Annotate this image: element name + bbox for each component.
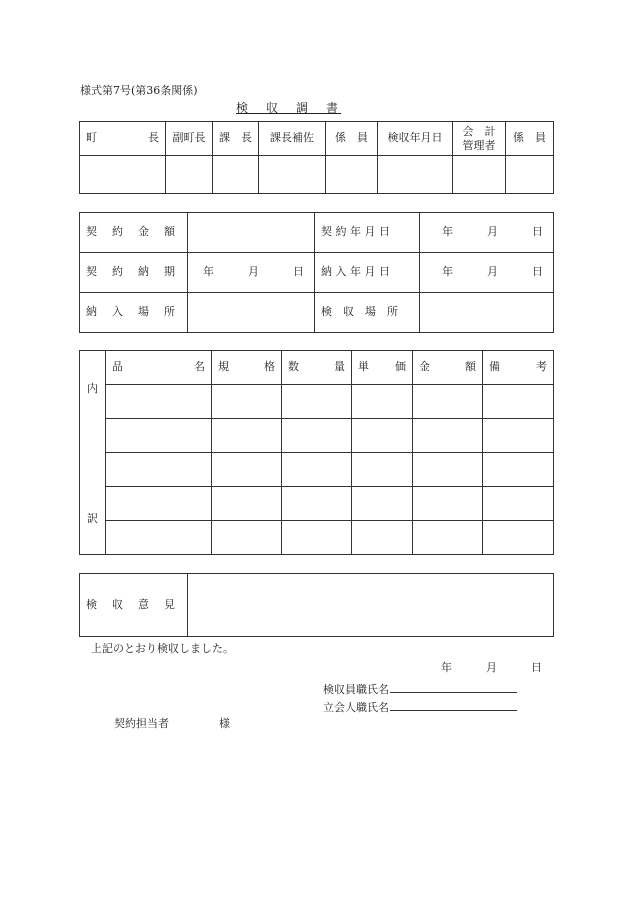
details-cell[interactable] [282, 487, 352, 521]
details-cell[interactable] [483, 521, 554, 555]
approval-seal-cell[interactable] [326, 156, 378, 194]
details-cell[interactable] [352, 521, 413, 555]
delivery-place-value[interactable] [188, 293, 315, 333]
approval-seal-cell[interactable] [259, 156, 326, 194]
details-cell[interactable] [106, 453, 212, 487]
details-header-spec: 規 格 [212, 351, 282, 385]
approval-header-mayor: 町 長 [80, 122, 166, 156]
form-number: 様式第7号(第36条関係) [80, 84, 198, 97]
details-cell[interactable] [212, 419, 282, 453]
details-cell[interactable] [282, 419, 352, 453]
details-header-quantity: 数 量 [282, 351, 352, 385]
details-cell[interactable] [352, 419, 413, 453]
inspector-signature-line[interactable] [390, 680, 517, 693]
details-cell[interactable] [483, 453, 554, 487]
details-cell[interactable] [282, 453, 352, 487]
contract-amount-label: 契 約 金 額 [80, 213, 188, 253]
details-cell[interactable] [282, 521, 352, 555]
delivery-date-label: 納 入 年 月 日 [315, 253, 420, 293]
approval-table [79, 121, 554, 194]
details-cell[interactable] [352, 385, 413, 419]
inspection-statement: 上記のとおり検収しました。 [91, 642, 234, 655]
witness-signature-line[interactable] [390, 698, 517, 711]
contract-table [79, 212, 554, 333]
details-cell[interactable] [413, 453, 483, 487]
approval-header-deputy-mayor: 副町長 [166, 122, 213, 156]
details-cell[interactable] [413, 487, 483, 521]
approval-header-staff: 係 員 [326, 122, 378, 156]
details-row [80, 385, 554, 419]
witness-signature[interactable] [323, 698, 517, 715]
delivery-place-label: 納 入 場 所 [80, 293, 188, 333]
details-cell[interactable] [106, 521, 212, 555]
details-cell[interactable] [352, 487, 413, 521]
details-row [80, 487, 554, 521]
details-cell[interactable] [483, 385, 554, 419]
details-side-bottom: 訳 [87, 512, 98, 525]
form-title: 検 収 調 書 [236, 101, 342, 115]
details-row [80, 419, 554, 453]
details-cell[interactable] [106, 487, 212, 521]
delivery-date-value[interactable]: 年 月 日 [420, 253, 554, 293]
details-header-remarks: 備 考 [483, 351, 554, 385]
contract-amount-value[interactable] [188, 213, 315, 253]
approval-seal-cell[interactable] [213, 156, 259, 194]
approval-seal-cell[interactable] [378, 156, 453, 194]
details-cell[interactable] [212, 487, 282, 521]
details-cell[interactable] [483, 487, 554, 521]
contract-date-value[interactable]: 年 月 日 [420, 213, 554, 253]
details-cell[interactable] [212, 453, 282, 487]
delivery-term-value[interactable]: 年 月 日 [188, 253, 315, 293]
details-cell[interactable] [413, 419, 483, 453]
inspector-signature[interactable] [323, 680, 517, 697]
details-cell[interactable] [106, 419, 212, 453]
witness-label: 立会人職氏名 [323, 701, 389, 714]
details-header-item: 品 名 [106, 351, 212, 385]
inspection-place-label: 検 収 場 所 [315, 293, 420, 333]
details-cell[interactable] [352, 453, 413, 487]
approval-header-assistant-chief: 課長補佐 [259, 122, 326, 156]
approval-header-accounting-manager: 会 計 管理者 [453, 122, 506, 156]
details-cell[interactable] [212, 385, 282, 419]
details-header-amount: 金 額 [413, 351, 483, 385]
opinion-table [79, 573, 554, 637]
details-cell[interactable] [413, 521, 483, 555]
approval-header-inspection-date: 検収年月日 [378, 122, 453, 156]
details-side-top: 内 [87, 382, 98, 395]
contractor-honorific: 様 [219, 717, 230, 730]
details-header-unit-price: 単 価 [352, 351, 413, 385]
details-cell[interactable] [413, 385, 483, 419]
inspection-date: 年 月 日 [441, 661, 546, 674]
details-cell[interactable] [212, 521, 282, 555]
details-cell[interactable] [282, 385, 352, 419]
contractor-label: 契約担当者 [114, 717, 169, 730]
opinion-value[interactable] [188, 574, 554, 637]
details-row [80, 453, 554, 487]
details-cell[interactable] [483, 419, 554, 453]
approval-seal-cell[interactable] [80, 156, 166, 194]
approval-header-staff-2: 係 員 [506, 122, 554, 156]
details-cell[interactable] [106, 385, 212, 419]
approval-seal-cell[interactable] [506, 156, 554, 194]
inspection-place-value[interactable] [420, 293, 554, 333]
approval-seal-cell[interactable] [453, 156, 506, 194]
inspector-label: 検収員職氏名 [323, 683, 389, 696]
details-row [80, 521, 554, 555]
details-side-label [80, 351, 106, 555]
details-table [79, 350, 554, 555]
opinion-label: 検 収 意 見 [80, 574, 188, 637]
delivery-term-label: 契 約 納 期 [80, 253, 188, 293]
approval-seal-cell[interactable] [166, 156, 213, 194]
approval-header-section-chief: 課 長 [213, 122, 259, 156]
contract-date-label: 契 約 年 月 日 [315, 213, 420, 253]
